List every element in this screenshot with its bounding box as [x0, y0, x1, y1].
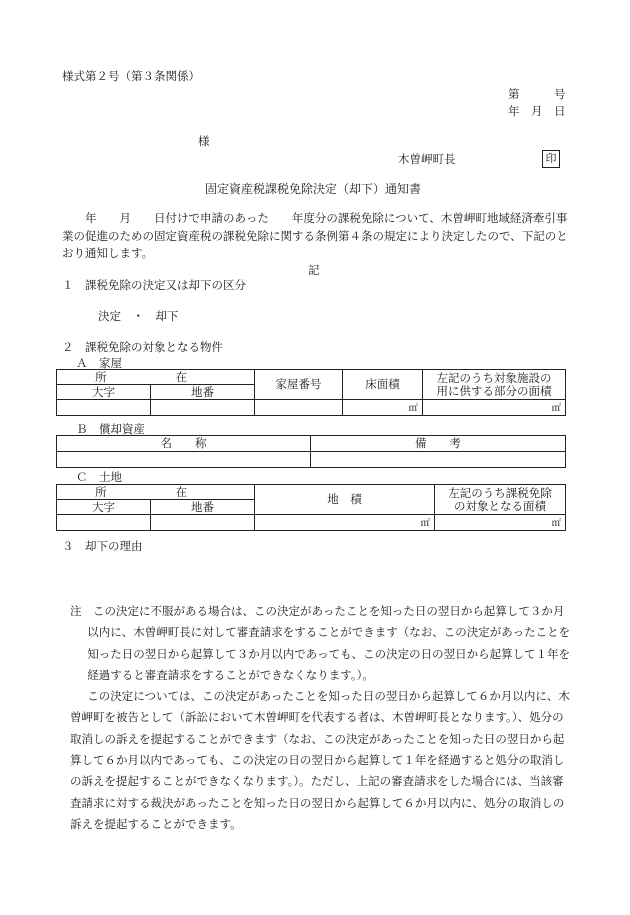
house-oaza-header: 大字	[57, 385, 151, 400]
house-chiban-cell[interactable]	[151, 400, 255, 416]
land-target-area-header: 左記のうち課税免除 の対象となる面積	[435, 485, 566, 515]
form-label: 様式第２号（第３条関係）	[62, 69, 200, 83]
body-paragraph: 年 月 日付けで申請のあった 年度分の課税免除について、木曽岬町地域経済牽引事業の促進のための固定資産税の課税免除に関する条例第４条の規定により決定したので、下記のとおり通知します。	[62, 211, 568, 260]
record-mark: 記	[308, 263, 320, 277]
land-oaza-header: 大字	[57, 500, 151, 515]
land-location-header: 所 在	[57, 485, 255, 500]
house-number-header: 家屋番号	[255, 370, 343, 400]
house-oaza-cell[interactable]	[57, 400, 151, 416]
depreciable-label: Ｂ 償却資産	[76, 422, 145, 436]
land-label: Ｃ 土地	[76, 470, 122, 484]
addressee-suffix: 様	[198, 134, 210, 148]
asset-name-cell[interactable]	[57, 452, 311, 468]
section2-heading: ２ 課税免除の対象となる物件	[62, 340, 223, 354]
house-number-cell[interactable]	[255, 400, 343, 416]
asset-remarks-cell[interactable]	[311, 452, 566, 468]
section1-heading: １ 課税免除の決定又は却下の区分	[62, 278, 246, 292]
issuer-name: 木曽岬町長	[398, 152, 456, 166]
floor-area-header: 床面積	[343, 370, 423, 400]
seal-mark: 印	[542, 150, 560, 168]
land-target-area-cell[interactable]: ㎡	[435, 515, 566, 531]
note-lawsuit: この決定については、この決定があったことを知った日の翌日から起算して６か月以内に、木曽岬町を被告として（訴訟において木曽岬町を代表する者は、木曽岬町長となります。）、処分の取消しの訴えを提起することができます（なお、この決定があったことを知った日の翌日から起算して６か月以内であっても、この決定の日の翌日から起算して１年を経過すると処分の取消しの訴えを提起することができなくなります。）。ただし、上記の審査請求をした場合には、当該審査請求に対する裁決があったことを知った日の翌日から起算して６か月以内に、処分の取消しの訴えを提起することができます。	[70, 689, 570, 831]
date-line: 年 月 日	[508, 104, 566, 118]
floor-area-cell[interactable]: ㎡	[343, 400, 423, 416]
house-location-header: 所 在	[57, 370, 255, 385]
section3-heading: ３ 却下の理由	[62, 539, 143, 553]
document-title: 固定資産税課税免除決定（却下）通知書	[205, 182, 422, 196]
notes-block	[70, 601, 574, 835]
document-number-line: 第 号	[508, 87, 566, 101]
house-target-area-header: 左記のうち対象施設の 用に供する部分の面積	[423, 370, 566, 400]
land-chiban-header: 地番	[151, 500, 255, 515]
land-chiban-cell[interactable]	[151, 515, 255, 531]
house-label: Ａ 家屋	[76, 356, 122, 370]
land-area-cell[interactable]: ㎡	[255, 515, 435, 531]
house-table	[56, 369, 566, 416]
note-appeal: 注 この決定に不服がある場合は、この決定があったことを知った日の翌日から起算して３か月以内に、木曽岬町長に対して審査請求をすることができます（なお、この決定があったことを知った日の翌日から起算して３か月以内であっても、この決定の日の翌日から起算して１年を経過すると審査請求をすることができなくなります。）。	[70, 604, 571, 682]
asset-remarks-header: 備 考	[311, 436, 566, 452]
land-table	[56, 484, 566, 531]
asset-name-header: 名 称	[57, 436, 311, 452]
decision-options: 決定 ・ 却下	[98, 309, 179, 323]
land-oaza-cell[interactable]	[57, 515, 151, 531]
house-target-area-cell[interactable]: ㎡	[423, 400, 566, 416]
depreciable-table	[56, 435, 566, 468]
house-chiban-header: 地番	[151, 385, 255, 400]
land-area-header: 地 積	[255, 485, 435, 515]
